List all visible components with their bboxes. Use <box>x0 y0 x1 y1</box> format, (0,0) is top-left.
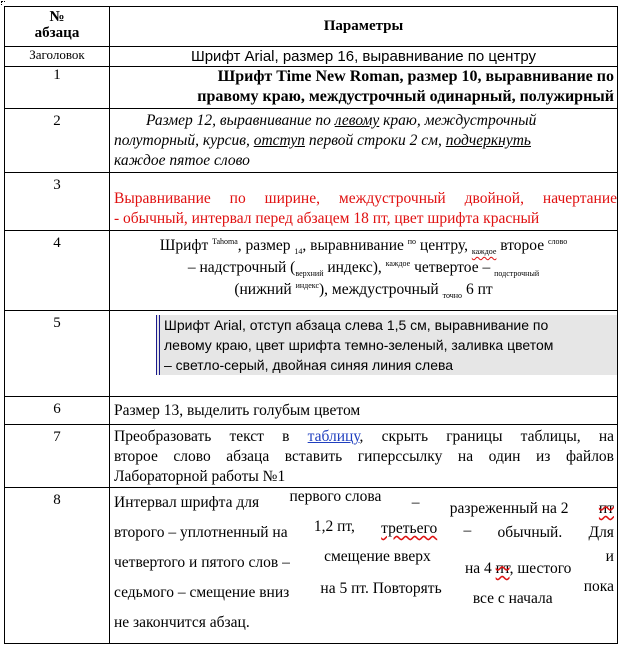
row-text-line: Шрифт Arial, отступ абзаца слева 1,5 см, выравнивание по <box>164 317 549 333</box>
table-row <box>5 109 618 173</box>
table-row <box>5 311 618 397</box>
row-params-cell <box>110 397 618 425</box>
table-row <box>5 488 618 644</box>
row-number-cell: Заголовок <box>5 47 110 67</box>
underlined-word: левому <box>334 112 380 129</box>
row-text: Шрифт Arial, размер 16, выравнивание по центру <box>190 48 537 65</box>
row-params-cell <box>110 47 618 67</box>
table-row <box>5 231 618 311</box>
row-params-cell: Размер 12, выравнивание по левому краю, междустрочный полуторный, курсив, отступ первой строки 2 см, подчеркнуть каждое пятое слово <box>110 109 618 173</box>
row-number-cell: 2 <box>5 109 110 173</box>
header-params-cell: Параметры <box>110 7 618 47</box>
row-number-cell: 4 <box>5 231 110 311</box>
row-params-cell <box>110 311 618 397</box>
row-text-line: - обычный, интервал перед абзацем 18 пт, цвет шрифта красный <box>114 210 540 227</box>
row-number-cell: 7 <box>5 425 110 488</box>
table-row <box>5 67 618 109</box>
row-number-cell: 6 <box>5 397 110 425</box>
table-row <box>5 47 618 67</box>
table-hyperlink[interactable]: таблицу <box>307 428 360 445</box>
row-params-cell <box>110 173 618 231</box>
underlined-word: подчеркнуть <box>445 132 531 149</box>
table-row <box>5 425 618 488</box>
row-params-cell: Преобразовать текст в таблицу, скрыть границы таблицы, на второе слово абзаца вставить гиперссылку на один из файлов Лабораторной работы №1 <box>110 425 618 488</box>
row-text-line: Шрифт Time New Roman, размер 10, выравнивание по <box>217 68 614 85</box>
row-number-cell: 5 <box>5 311 110 397</box>
row-number-cell: 3 <box>5 173 110 231</box>
row-number-cell: 1 <box>5 67 110 109</box>
row-params-cell: Интервал шрифта для первого слова – разреженный на 2 пт второго – уплотненный на 1,2 пт, третьего – обычный. Для четвертого и пятого слов – смещение вверх на 4 пт, шестого и седьмого – смещение вниз на 5 пт. Повторять все с начала пока не закончится абзац. <box>110 488 618 644</box>
selection-corner-marker <box>1 1 5 5</box>
table-header-row <box>5 7 618 47</box>
row-text: Размер 13, выделить голубым цветом <box>114 402 361 419</box>
row-number-cell: 8 <box>5 488 110 644</box>
row-params-cell: Шрифт $^{Tahoma}$, размер $_{14}$, выравнивание $^{по}$ центру, $_{каждое}$ второе $^{слово}$ – надстрочный ($_{верхний}$ индекс), $^{каждое}$ четвертое – $_{подстрочный}$ (нижний $^{индекс}$), междустрочный $_{точно}$ 6 пт <box>110 231 618 311</box>
row-text-line: левому краю, цвет шрифта темно-зеленый, заливка цветом <box>164 337 554 353</box>
underlined-word: отступ <box>253 132 305 149</box>
row-text-line: правому краю, междустрочный одинарный, полужирный <box>197 88 614 105</box>
shaded-paragraph <box>156 315 617 375</box>
table-row <box>5 397 618 425</box>
row-params-cell <box>110 67 618 109</box>
parameters-table <box>4 6 618 644</box>
row-text-line: – светло-серый, двойная синяя линия слева <box>164 357 454 373</box>
row-text-line: Выравнивание по ширине, междустрочный двойной, начертание <box>114 190 617 207</box>
table-row <box>5 173 618 231</box>
header-number-cell: № абзаца <box>5 7 110 47</box>
